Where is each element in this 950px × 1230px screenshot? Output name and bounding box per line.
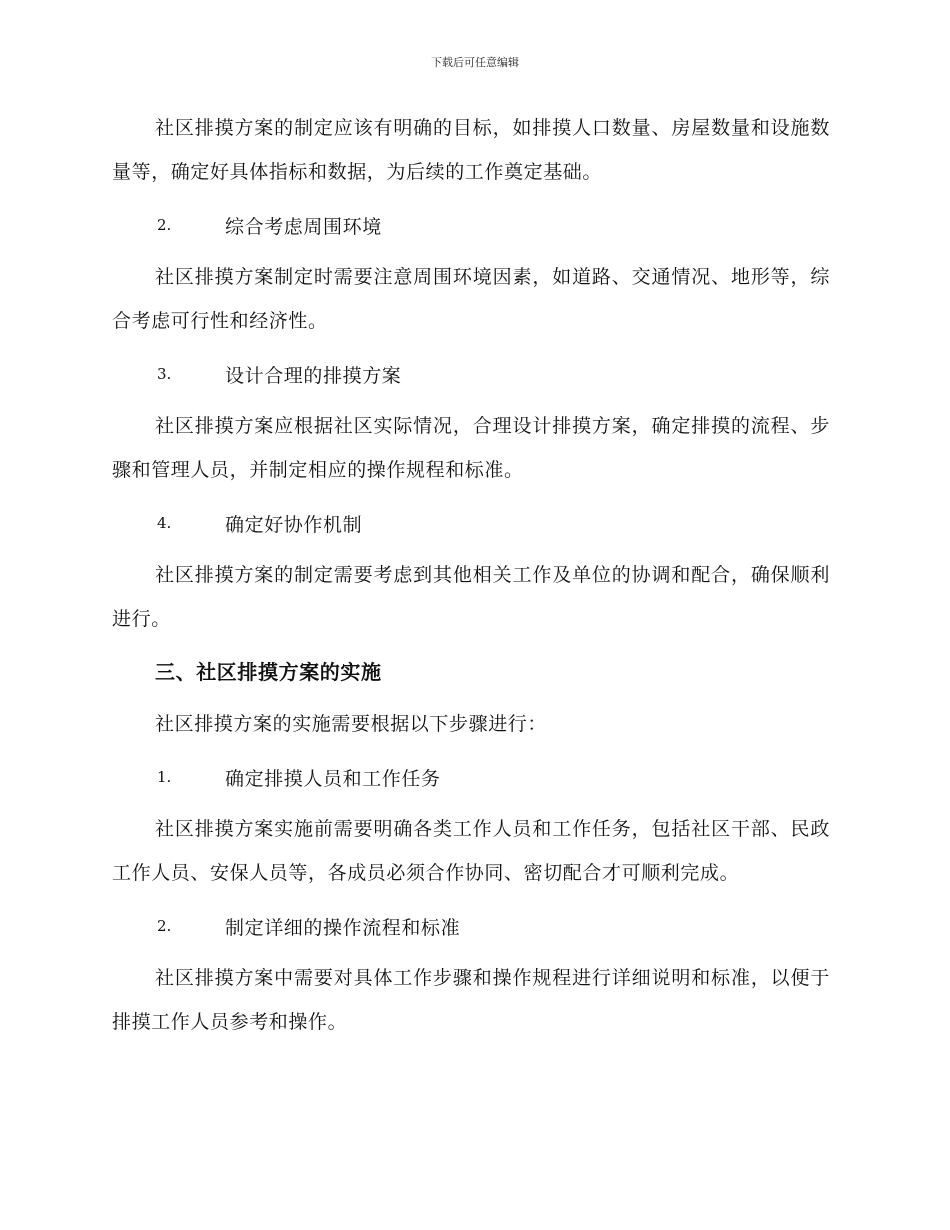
list-item-environment [112, 203, 830, 247]
list-label: 确定排摸人员和工作任务 [225, 767, 441, 790]
page-header: 下载后可任意编辑 [431, 56, 519, 69]
paragraph-environment: 社区排摸方案制定时需要注意周围环境因素，如道路、交通情况、地形等，综合考虑可行性和经济性。 [112, 266, 830, 332]
paragraph-cooperation: 社区排摸方案的制定需要考虑到其他相关工作及单位的协调和配合，确保顺利进行。 [112, 564, 830, 630]
paragraph-design: 社区排摸方案应根据社区实际情况，合理设计排摸方案，确定排摸的流程、步骤和管理人员，并制定相应的操作规程和标准。 [112, 415, 830, 481]
list-number: 2. [157, 216, 172, 234]
list-number: 2. [157, 917, 172, 935]
list-item-procedure [112, 904, 830, 948]
paragraph-staff: 社区排摸方案实施前需要明确各类工作人员和工作任务，包括社区干部、民政工作人员、安保人员等，各成员必须合作协同、密切配合才可顺利完成。 [112, 818, 830, 884]
list-label: 确定好协作机制 [225, 513, 363, 536]
list-item-staff [112, 755, 830, 799]
list-label: 综合考虑周围环境 [225, 215, 382, 238]
list-number: 1. [157, 768, 172, 786]
list-item-cooperation [112, 501, 830, 545]
list-number: 3. [157, 365, 172, 383]
document-body [112, 106, 830, 1044]
paragraph-goal: 社区排摸方案的制定应该有明确的目标，如排摸人口数量、房屋数量和设施数量等，确定好具体指标和数据，为后续的工作奠定基础。 [112, 117, 830, 183]
paragraph-procedure: 社区排摸方案中需要对具体工作步骤和操作规程进行详细说明和标准，以便于排摸工作人员参考和操作。 [112, 967, 830, 1033]
list-number: 4. [157, 514, 172, 532]
list-label: 制定详细的操作流程和标准 [225, 916, 461, 939]
list-item-design [112, 352, 830, 396]
list-label: 设计合理的排摸方案 [225, 364, 402, 387]
section-heading-implementation: 三、社区排摸方案的实施 [155, 660, 382, 684]
paragraph-implementation-intro: 社区排摸方案的实施需要根据以下步骤进行： [155, 713, 548, 735]
